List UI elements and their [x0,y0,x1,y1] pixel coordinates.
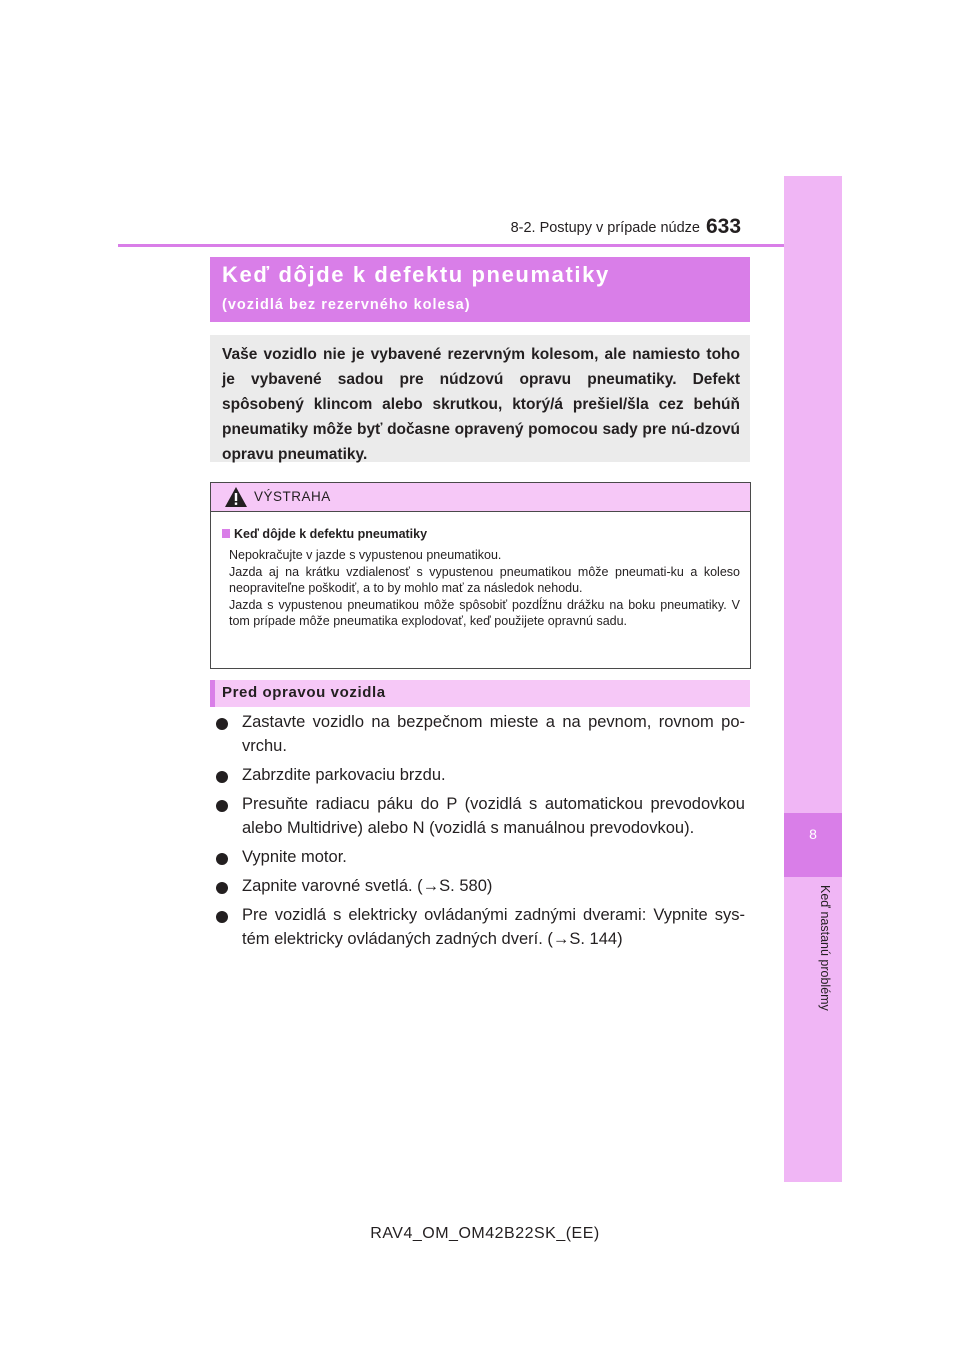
page-subtitle: (vozidlá bez rezervného kolesa) [222,297,471,313]
bullet-icon [216,771,228,783]
chapter-number: 8 [809,826,817,842]
warning-line: Jazda s vypustenou pneumatikou môže spôsobiť pozdĺžnu drážku na boku pneumatiky. V tom prípade môže pneumatika explodovať, keď použijete opravnú sadu. [229,597,740,629]
step-list [210,711,745,957]
document-code: RAV4_OM_OM42B22SK_(EE) [370,1225,600,1242]
warning-line: Nepokračujte v jazde s vypustenou pneumatikou. [229,548,502,562]
bullet-icon [216,911,228,923]
bullet-icon [216,718,228,730]
header-rule [118,244,784,247]
section-reference: 8-2. Postupy v prípade núdze [510,220,700,236]
bullet-icon [216,800,228,812]
page-number: 633 [706,215,742,238]
list-item: Pre vozidlá s elektricky ovládanými zadnými dverami: Vypnite sys-tém elektricky ovládaných zadných dverí. (→S. 144) [210,904,745,951]
chapter-number-block [784,813,842,877]
list-item: Zastavte vozidlo na bezpečnom mieste a na pevnom, rovnom po-vrchu. [210,711,745,758]
list-item: Zabrzdite parkovaciu brzdu. [210,764,745,788]
warning-text [229,547,740,630]
bullet-icon [216,853,228,865]
list-item: Vypnite motor. [210,846,745,870]
list-item: Presuňte radiacu páku do P (vozidlá s automatickou prevodovkou alebo Multidrive) alebo N (vozidlá s manuálnou prevodovkou). [210,793,745,840]
warning-line: Jazda aj na krátku vzdialenosť s vypustenou pneumatikou môže pneumati-ku a koleso neopraviteľne poškodiť, a to by mohlo mať za následok nehodu. [229,564,740,596]
side-tab-strip [784,176,842,1182]
bullet-icon [216,882,228,894]
list-item: Zapnite varovné svetlá. (→S. 580) [210,875,745,899]
warning-heading-text: Keď dôjde k defektu pneumatiky [234,527,428,541]
intro-text: Vaše vozidlo nie je vybavené rezervným kolesom, ale namiesto toho je vybavené sadou pre núdzovú opravu pneumatiky. Defekt spôsobený klincom alebo skrutkou, ktorý/á prešiel/šla cez behúň pneumatiky môže byť dočasne opravený pomocou sady pre nú-dzovú opravu pneumatiky. [222,346,740,463]
warning-triangle-icon [224,486,248,508]
warning-label: VÝSTRAHA [254,489,331,504]
subsection-title: Pred opravou vozidla [222,684,386,701]
warning-heading [222,527,427,541]
square-bullet-icon [222,529,230,538]
page-title: Keď dôjde k defektu pneumatiky [222,262,610,287]
